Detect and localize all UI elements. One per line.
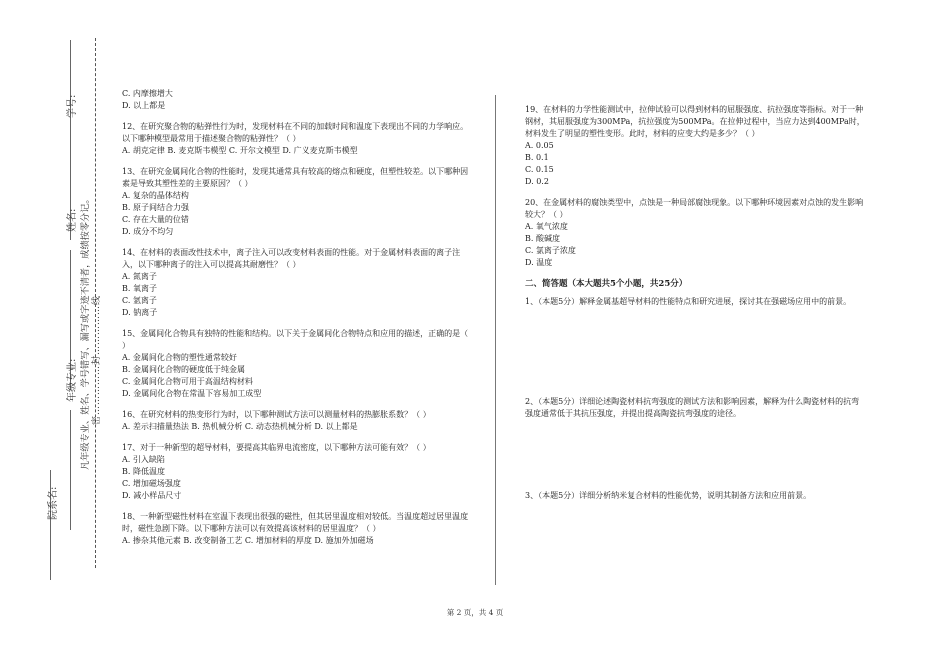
q13-option-d: D. 成分不均匀: [122, 227, 174, 236]
q20-option-b: B. 酸碱度: [525, 234, 560, 243]
q20-option-d: D. 温度: [525, 258, 553, 267]
q20-option-a: A. 氧气浓度: [525, 222, 568, 231]
q17-option-d: D. 减小样品尺寸: [122, 491, 182, 500]
q18-options: A. 掺杂其他元素 B. 改变制备工艺 C. 增加材料的厚度 D. 施加外加磁场: [122, 536, 374, 545]
q15-option-a: A. 金属间化合物的塑性通常较好: [122, 353, 237, 362]
q15-option-b: B. 金属间化合物的硬度低于纯金属: [122, 365, 245, 374]
q14-option-c: C. 氩离子: [122, 296, 157, 305]
binding-line-label: 密……………封……………线: [92, 294, 102, 425]
q13-option-a: A. 复杂的晶体结构: [122, 191, 189, 200]
field-label-school: 院系名:: [48, 486, 59, 520]
q13-option-c: C. 存在大量的位错: [122, 215, 189, 224]
q17-option-c: C. 增加磁场强度: [122, 479, 181, 488]
q12-options: A. 胡克定律 B. 麦克斯韦模型 C. 开尔文模型 D. 广义麦克斯韦模型: [122, 146, 358, 155]
q19-option-d: D. 0.2: [525, 177, 549, 186]
answer-space-2: [525, 420, 865, 490]
column-divider: [495, 95, 496, 585]
page-footer: 第 2 页，共 4 页: [446, 608, 504, 617]
q11-option-c: C. 内摩擦增大: [122, 89, 173, 98]
q13-stem: 13、在研究金属间化合物的性能时，发现其通常具有较高的熔点和硬度，但塑性较差。以下哪种因素是导致其塑性差的主要原因？（ ）: [122, 167, 469, 188]
short-answer-1: 1、（本题5分）解释金属基超导材料的性能特点和研究进展，探讨其在强磁场应用中的前景。: [525, 297, 852, 306]
q15-option-d: D. 金属间化合物在常温下容易加工成型: [122, 389, 262, 398]
q16-options: A. 差示扫描量热法 B. 热机械分析 C. 动态热机械分析 D. 以上都是: [122, 422, 358, 431]
q12-stem: 12、在研究聚合物的粘弹性行为时，发现材料在不同的加载时间和温度下表现出不同的力学响应。以下哪种模型最常用于描述聚合物的粘弹性？（ ）: [122, 122, 469, 143]
field-label-name: 姓名:: [67, 208, 78, 232]
binding-margin: [0, 0, 110, 672]
q20-stem: 20、在金属材料的腐蚀类型中，点蚀是一种局部腐蚀现象。以下哪种环境因素对点蚀的发生影响较大？（ ）: [525, 198, 864, 219]
field-label-student-id: 学号:: [67, 94, 78, 118]
q14-option-a: A. 氮离子: [122, 272, 157, 281]
q15-option-c: C. 金属间化合物可用于高温结构材料: [122, 377, 253, 386]
short-answer-3: 3、（本题5分）详细分析纳米复合材料的性能优势，说明其制备方法和应用前景。: [525, 491, 812, 500]
binding-notice: 凡年级专业、姓名、学号错写、漏写或字迹不清者，成绩按零分记。: [80, 194, 91, 470]
q15-stem: 15、金属间化合物具有独特的性能和结构。以下关于金属间化合物特点和应用的描述，正确的是（ ）: [122, 329, 469, 350]
q19-option-b: B. 0.1: [525, 153, 549, 162]
field-underline-grade-major: [70, 410, 71, 530]
short-answer-2: 2、（本题5分）详细论述陶瓷材料抗弯强度的测试方法和影响因素，解释为什么陶瓷材料的抗弯强度通常低于其抗压强度，并提出提高陶瓷抗弯强度的途径。: [525, 397, 860, 418]
q19-stem: 19、在材料的力学性能测试中，拉伸试验可以得到材料的屈服强度、抗拉强度等指标。对于一种钢材，其屈服强度为300MPa，抗拉强度为500MPa。在拉伸过程中，当应力达到400MPa时，材料发生了明显的塑性变形。此时，材料的应变大约是多少？（ ）: [525, 105, 865, 138]
q11-option-d: D. 以上都是: [122, 101, 166, 110]
q13-option-b: B. 原子间结合力强: [122, 203, 189, 212]
answer-space-1: [525, 308, 865, 396]
q17-option-b: B. 降低温度: [122, 467, 165, 476]
q17-stem: 17、对于一种新型的超导材料，要提高其临界电流密度，以下哪种方法可能有效？（ ）: [122, 443, 431, 452]
q19-option-c: C. 0.15: [525, 165, 554, 174]
q16-stem: 16、在研究材料的热变形行为时，以下哪种测试方法可以测量材料的热膨胀系数？（ ）: [122, 410, 431, 419]
right-column: [525, 104, 865, 502]
q14-stem: 14、在材料的表面改性技术中，离子注入可以改变材料表面的性能。对于金属材料表面的离子注入，以下哪种离子的注入可以提高其耐磨性？（ ）: [122, 248, 461, 269]
left-column: [122, 88, 472, 547]
q17-option-a: A. 引入缺陷: [122, 455, 165, 464]
q20-option-c: C. 氯离子浓度: [525, 246, 576, 255]
section2-title: 二、简答题（本大题共5个小题，共25分）: [525, 279, 688, 289]
field-label-grade-major: 年级专业:: [67, 358, 78, 402]
q19-option-a: A. 0.05: [525, 141, 554, 150]
q14-option-b: B. 氧离子: [122, 284, 157, 293]
q14-option-d: D. 钠离子: [122, 308, 158, 317]
q18-stem: 18、一种新型磁性材料在室温下表现出很强的磁性，但其居里温度相对较低。当温度超过居里温度时，磁性急剧下降。以下哪种方法可以有效提高该材料的居里温度？（ ）: [122, 512, 469, 533]
